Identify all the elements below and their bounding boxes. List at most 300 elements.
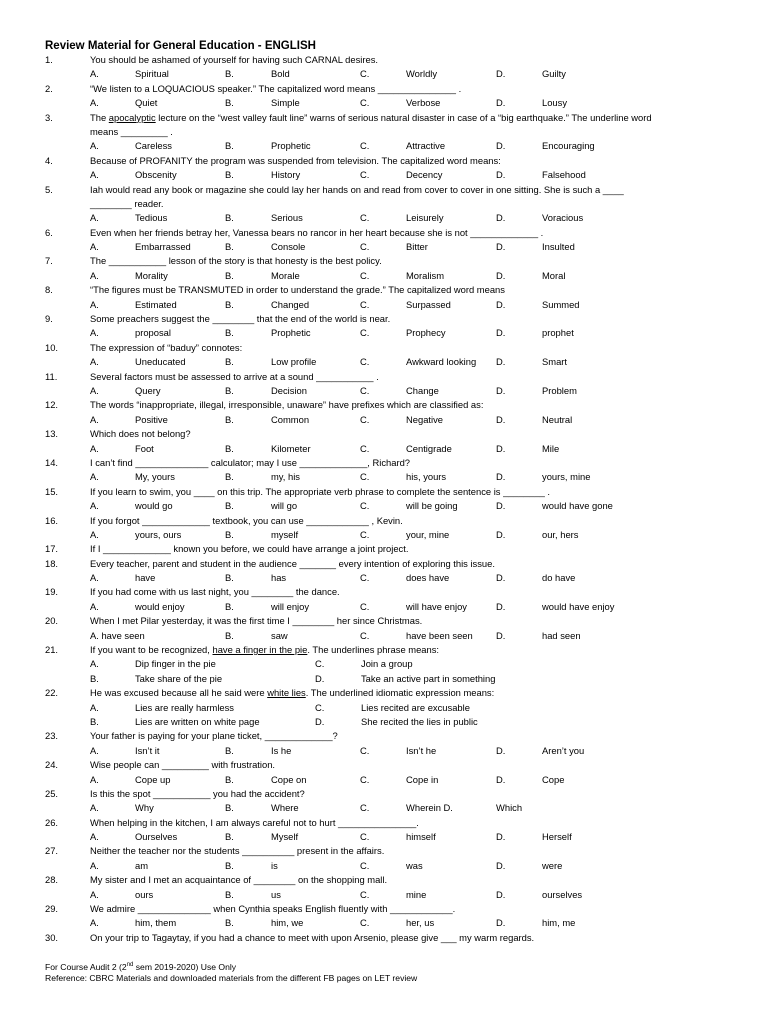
- answer-options-row: [0, 571, 768, 585]
- question-number: 29.: [45, 903, 59, 915]
- option-letter: B.: [225, 831, 234, 843]
- option-text: Smart: [542, 356, 568, 368]
- question-line: [0, 686, 768, 700]
- question-line: [0, 729, 768, 743]
- option-letter: C.: [360, 773, 370, 785]
- option-text: Centigrade: [406, 442, 452, 454]
- option-text: have been seen: [406, 629, 473, 641]
- option-letter: D.: [496, 298, 506, 310]
- option-letter: B.: [225, 212, 234, 224]
- answer-options-row: [0, 96, 768, 110]
- answer-options-row: [0, 657, 768, 671]
- option-letter: D.: [496, 471, 506, 483]
- footer-line1-start: For Course Audit 2 (2: [45, 962, 127, 972]
- answer-options-row: [0, 701, 768, 715]
- question-number: 9.: [45, 313, 53, 325]
- footer-line1-end: sem 2019-2020) Use Only: [133, 962, 237, 972]
- option-letter: C.: [360, 68, 370, 80]
- question-text: Several factors must be assessed to arrive at a sound ___________ .: [90, 370, 379, 382]
- option-letter: C.: [360, 528, 370, 540]
- question-line: [0, 787, 768, 801]
- option-letter: A.: [90, 888, 99, 900]
- question-line: [0, 82, 768, 96]
- question-number: 23.: [45, 730, 59, 742]
- option-text: Quiet: [135, 97, 158, 109]
- option-text: Lousy: [542, 97, 568, 109]
- option-letter: A.: [90, 97, 99, 109]
- question-number: 8.: [45, 284, 53, 296]
- question-line: [0, 931, 768, 945]
- option-text: Summed: [542, 298, 580, 310]
- option-text: her, us: [406, 917, 435, 929]
- option-letter: A.: [90, 241, 99, 253]
- question-line: [0, 902, 768, 916]
- option-text: Take an active part in something: [361, 672, 496, 684]
- option-text: was: [406, 859, 423, 871]
- question-item: [0, 931, 768, 945]
- option-letter: B.: [225, 629, 234, 641]
- option-letter: D.: [496, 572, 506, 584]
- option-text: Lies are really harmless: [135, 701, 234, 713]
- option-letter: A.: [90, 528, 99, 540]
- option-text: Decency: [406, 169, 443, 181]
- option-letter: D.: [496, 384, 506, 396]
- option-letter: C.: [360, 744, 370, 756]
- question-text: Neither the teacher nor the students __________ present in the affairs.: [90, 845, 385, 857]
- option-text: Prophetic: [271, 140, 311, 152]
- option-letter: D.: [496, 68, 506, 80]
- question-line: [0, 53, 768, 67]
- option-letter: D.: [496, 327, 506, 339]
- option-text: Cope in: [406, 773, 439, 785]
- option-letter: B.: [225, 356, 234, 368]
- option-text: Embarrassed: [135, 241, 191, 253]
- question-number: 7.: [45, 255, 53, 267]
- question-text: You should be ashamed of yourself for having such CARNAL desires.: [90, 54, 379, 65]
- option-letter: D.: [496, 356, 506, 368]
- question-number: 26.: [45, 816, 59, 828]
- question-item: [0, 614, 768, 643]
- question-number: 30.: [45, 931, 59, 943]
- question-text: Which does not belong?: [90, 428, 191, 440]
- question-number: 18.: [45, 557, 59, 569]
- option-letter: B.: [225, 327, 234, 339]
- option-letter: D.: [496, 442, 506, 454]
- option-letter: A. have seen: [90, 629, 145, 641]
- question-line: [0, 427, 768, 441]
- question-text: If I _____________ known you before, we could have arrange a joint project.: [90, 543, 409, 555]
- option-letter: B.: [225, 528, 234, 540]
- option-text: Cope on: [271, 773, 307, 785]
- answer-options-row: [0, 384, 768, 398]
- option-letter: D.: [315, 715, 325, 727]
- answer-options-row: [0, 470, 768, 484]
- answer-options-row: [0, 888, 768, 902]
- answer-options-row: [0, 442, 768, 456]
- question-number: 28.: [45, 874, 59, 886]
- option-letter: B.: [225, 773, 234, 785]
- option-letter: C.: [360, 356, 370, 368]
- question-line: [0, 341, 768, 355]
- option-letter: C.: [360, 831, 370, 843]
- option-letter: B.: [225, 442, 234, 454]
- question-line: [0, 154, 768, 168]
- question-item: [0, 557, 768, 586]
- option-letter: A.: [90, 471, 99, 483]
- answer-options-row: [0, 528, 768, 542]
- question-line: [0, 614, 768, 628]
- option-text: him, we: [271, 917, 304, 929]
- option-letter: C.: [315, 658, 325, 670]
- document-title: Review Material for General Education - ENGLISH: [45, 40, 316, 52]
- option-letter: A.: [90, 212, 99, 224]
- question-line: [0, 456, 768, 470]
- option-text: do have: [542, 572, 576, 584]
- question-number: 2.: [45, 82, 53, 94]
- question-list: [0, 53, 768, 945]
- question-number: 17.: [45, 543, 59, 555]
- answer-options-row: [0, 413, 768, 427]
- option-text: Awkward looking: [406, 356, 477, 368]
- option-text: Insulted: [542, 241, 575, 253]
- option-text: Prophetic: [271, 327, 311, 339]
- question-number: 12.: [45, 399, 59, 411]
- option-text: Why: [135, 802, 154, 814]
- option-letter: A.: [90, 269, 99, 281]
- option-text: Bitter: [406, 241, 428, 253]
- option-letter: B.: [225, 600, 234, 612]
- footer-reference: Reference: CBRC Materials and downloaded materials from the different FB pages on LET review: [45, 973, 418, 983]
- option-text: Foot: [135, 442, 154, 454]
- option-text: Negative: [406, 413, 444, 425]
- option-letter: D.: [496, 859, 506, 871]
- question-item: [0, 226, 768, 255]
- question-text: Your father is paying for your plane ticket, _____________?: [90, 730, 338, 742]
- option-text: Tedious: [135, 212, 168, 224]
- question-line: [0, 844, 768, 858]
- option-letter: D.: [496, 212, 506, 224]
- question-item: [0, 456, 768, 485]
- answer-options-row: [0, 269, 768, 283]
- option-text: Decision: [271, 384, 307, 396]
- option-text: would have enjoy: [542, 600, 615, 612]
- option-letter: B.: [225, 298, 234, 310]
- question-item: [0, 283, 768, 312]
- question-item: [0, 111, 768, 154]
- option-letter: B.: [225, 917, 234, 929]
- option-text: Kilometer: [271, 442, 311, 454]
- option-letter: B.: [225, 97, 234, 109]
- option-letter: D.: [315, 672, 325, 684]
- question-line: [0, 643, 768, 657]
- option-text: my, his: [271, 471, 300, 483]
- question-text: means _________ .: [90, 125, 173, 137]
- question-item: [0, 729, 768, 758]
- option-letter: D.: [496, 744, 506, 756]
- option-text: Verbose: [406, 97, 441, 109]
- option-text: myself: [271, 528, 299, 540]
- option-text: himself: [406, 831, 436, 843]
- question-line: [0, 254, 768, 268]
- answer-options-row: [0, 744, 768, 758]
- option-text: him, them: [135, 917, 177, 929]
- footer-line1-superscript: nd: [126, 962, 134, 969]
- option-letter: A.: [90, 917, 99, 929]
- option-letter: A.: [90, 298, 99, 310]
- question-line-continued: [0, 125, 768, 139]
- option-letter: C.: [360, 471, 370, 483]
- option-letter: C.: [360, 500, 370, 512]
- answer-options-row: [0, 139, 768, 153]
- option-text: Prophecy: [406, 327, 446, 339]
- option-text: Moral: [542, 269, 566, 281]
- option-text: us: [271, 888, 281, 900]
- question-line-continued: [0, 197, 768, 211]
- answer-options-row: [0, 211, 768, 225]
- question-number: 25.: [45, 787, 59, 799]
- option-letter: C.: [360, 327, 370, 339]
- question-number: 14.: [45, 456, 59, 468]
- option-letter: C.: [360, 600, 370, 612]
- option-text: Positive: [135, 413, 168, 425]
- option-letter: C.: [360, 629, 370, 641]
- option-letter: D.: [496, 831, 506, 843]
- option-letter: D.: [496, 97, 506, 109]
- option-letter: A.: [90, 327, 99, 339]
- option-letter: B.: [225, 241, 234, 253]
- answer-options-row: [0, 830, 768, 844]
- question-text: The ___________ lesson of the story is that honesty is the best policy.: [90, 255, 382, 267]
- option-text: Wherein D.: [406, 802, 453, 814]
- question-number: 27.: [45, 845, 59, 857]
- option-letter: D.: [496, 773, 506, 785]
- option-text: mine: [406, 888, 427, 900]
- option-letter: C.: [360, 384, 370, 396]
- option-text: proposal: [135, 327, 171, 339]
- option-text: Isn’t it: [135, 744, 160, 756]
- question-text: Some preachers suggest the ________ that the end of the world is near.: [90, 313, 391, 325]
- option-text: him, me: [542, 917, 576, 929]
- question-item: [0, 312, 768, 341]
- option-text: have: [135, 572, 156, 584]
- option-letter: A.: [90, 572, 99, 584]
- option-text: Is he: [271, 744, 292, 756]
- option-letter: D.: [496, 241, 506, 253]
- question-item: [0, 542, 768, 556]
- question-text: Is this the spot ___________ you had the accident?: [90, 787, 305, 799]
- option-letter: Which: [496, 802, 523, 814]
- option-text: Myself: [271, 831, 299, 843]
- option-text: Obscenity: [135, 169, 177, 181]
- option-text: Encouraging: [542, 140, 595, 152]
- option-text: Worldly: [406, 68, 438, 80]
- option-text: our, hers: [542, 528, 579, 540]
- question-number: 21.: [45, 644, 59, 656]
- answer-options-row: [0, 672, 768, 686]
- question-number: 10.: [45, 341, 59, 353]
- question-line: [0, 183, 768, 197]
- option-letter: A.: [90, 500, 99, 512]
- option-text: Aren’t you: [542, 744, 585, 756]
- option-text: would have gone: [542, 500, 613, 512]
- option-text: prophet: [542, 327, 574, 339]
- option-letter: B.: [225, 744, 234, 756]
- question-number: 6.: [45, 226, 53, 238]
- question-item: [0, 341, 768, 370]
- question-text: When I met Pilar yesterday, it was the first time I ________ her since Christmas.: [90, 615, 423, 627]
- answer-options-row: [0, 859, 768, 873]
- question-text: I can’t find ______________ calculator; may I use _____________, Richard?: [90, 456, 411, 468]
- option-text: will have enjoy: [406, 600, 467, 612]
- option-letter: C.: [360, 298, 370, 310]
- option-letter: C.: [315, 701, 325, 713]
- question-line: [0, 585, 768, 599]
- option-text: Surpassed: [406, 298, 451, 310]
- option-letter: D.: [496, 888, 506, 900]
- question-text: He was excused because all he said were white lies. The underlined idiomatic expression means:: [90, 687, 495, 699]
- option-text: Falsehood: [542, 169, 586, 181]
- option-letter: C.: [360, 888, 370, 900]
- option-text: would go: [135, 500, 173, 512]
- option-letter: D.: [496, 629, 506, 641]
- question-text: Even when her friends betray her, Vanessa bears no rancor in her heart because she is not _____________ .: [90, 226, 544, 238]
- option-text: your, mine: [406, 528, 450, 540]
- option-letter: A.: [90, 140, 99, 152]
- option-letter: C.: [360, 442, 370, 454]
- option-letter: C.: [360, 97, 370, 109]
- answer-options-row: [0, 240, 768, 254]
- option-letter: A.: [90, 600, 99, 612]
- option-text: Common: [271, 413, 310, 425]
- option-text: would enjoy: [135, 600, 185, 612]
- question-number: 13.: [45, 428, 59, 440]
- option-text: has: [271, 572, 287, 584]
- option-text: Moralism: [406, 269, 445, 281]
- option-text: Join a group: [361, 658, 413, 670]
- option-text: Neutral: [542, 413, 573, 425]
- option-text: Careless: [135, 140, 172, 152]
- option-text: Mile: [542, 442, 560, 454]
- question-line: [0, 111, 768, 125]
- question-number: 24.: [45, 759, 59, 771]
- option-text: Attractive: [406, 140, 446, 152]
- option-text: Estimated: [135, 298, 177, 310]
- option-text: Leisurely: [406, 212, 444, 224]
- option-letter: A.: [90, 68, 99, 80]
- question-text: If you had come with us last night, you ________ the dance.: [90, 586, 340, 598]
- question-line: [0, 758, 768, 772]
- question-line: [0, 398, 768, 412]
- answer-options-row: [0, 67, 768, 81]
- option-letter: C.: [360, 212, 370, 224]
- option-letter: A.: [90, 356, 99, 368]
- question-text: If you learn to swim, you ____ on this trip. The appropriate verb phrase to complete the sentence is ________ .: [90, 485, 550, 497]
- option-text: am: [135, 859, 149, 871]
- option-letter: D.: [496, 500, 506, 512]
- question-number: 11.: [45, 370, 58, 382]
- option-letter: D.: [496, 917, 506, 929]
- answer-options-row: [0, 499, 768, 513]
- answer-options-row: [0, 326, 768, 340]
- option-text: My, yours: [135, 471, 175, 483]
- option-text: Herself: [542, 831, 572, 843]
- question-line: [0, 873, 768, 887]
- option-text: were: [542, 859, 563, 871]
- option-letter: A.: [90, 773, 99, 785]
- option-text: Cope up: [135, 773, 171, 785]
- question-item: [0, 902, 768, 931]
- option-text: Lies are written on white page: [135, 715, 260, 727]
- answer-options-row: [0, 600, 768, 614]
- question-line: [0, 485, 768, 499]
- answer-options-row: [0, 355, 768, 369]
- option-text: does have: [406, 572, 450, 584]
- option-letter: B.: [90, 672, 99, 684]
- answer-options-row: [0, 298, 768, 312]
- question-item: [0, 816, 768, 845]
- option-text: Voracious: [542, 212, 584, 224]
- option-letter: B.: [225, 888, 234, 900]
- option-letter: B.: [225, 169, 234, 181]
- option-letter: D.: [496, 169, 506, 181]
- answer-options-row: [0, 715, 768, 729]
- option-letter: C.: [360, 917, 370, 929]
- option-letter: C.: [360, 802, 370, 814]
- option-text: Changed: [271, 298, 310, 310]
- option-text: Serious: [271, 212, 303, 224]
- question-text: When helping in the kitchen, I am always careful not to hurt _______________.: [90, 816, 419, 828]
- question-number: 4.: [45, 154, 53, 166]
- option-letter: B.: [225, 471, 234, 483]
- option-letter: D.: [496, 528, 506, 540]
- option-text: History: [271, 169, 301, 181]
- question-item: [0, 514, 768, 543]
- question-item: [0, 787, 768, 816]
- question-text: Wise people can _________ with frustration.: [90, 759, 276, 771]
- option-text: Change: [406, 384, 439, 396]
- option-letter: A.: [90, 442, 99, 454]
- question-text: If you want to be recognized, have a finger in the pie. The underlines phrase means:: [90, 644, 440, 656]
- option-text: Query: [135, 384, 161, 396]
- option-text: Morale: [271, 269, 300, 281]
- option-letter: D.: [496, 140, 506, 152]
- option-letter: C.: [360, 140, 370, 152]
- question-line: [0, 283, 768, 297]
- question-item: [0, 82, 768, 111]
- option-letter: B.: [225, 68, 234, 80]
- option-text: Guilty: [542, 68, 566, 80]
- question-item: [0, 873, 768, 902]
- question-line: [0, 312, 768, 326]
- question-number: 5.: [45, 183, 53, 195]
- question-number: 16.: [45, 514, 59, 526]
- question-text: Every teacher, parent and student in the audience _______ every intention of exploring this issue.: [90, 557, 495, 569]
- option-letter: A.: [90, 413, 99, 425]
- option-letter: A.: [90, 169, 99, 181]
- option-letter: B.: [90, 715, 99, 727]
- question-line: [0, 542, 768, 556]
- option-text: Dip finger in the pie: [135, 658, 216, 670]
- answer-options-row: [0, 629, 768, 643]
- option-letter: A.: [90, 802, 99, 814]
- answer-options-row: [0, 773, 768, 787]
- option-letter: B.: [225, 384, 234, 396]
- option-text: ourselves: [542, 888, 583, 900]
- option-text: ours: [135, 888, 154, 900]
- option-text: will enjoy: [271, 600, 310, 612]
- question-line: [0, 226, 768, 240]
- question-number: 3.: [45, 111, 53, 123]
